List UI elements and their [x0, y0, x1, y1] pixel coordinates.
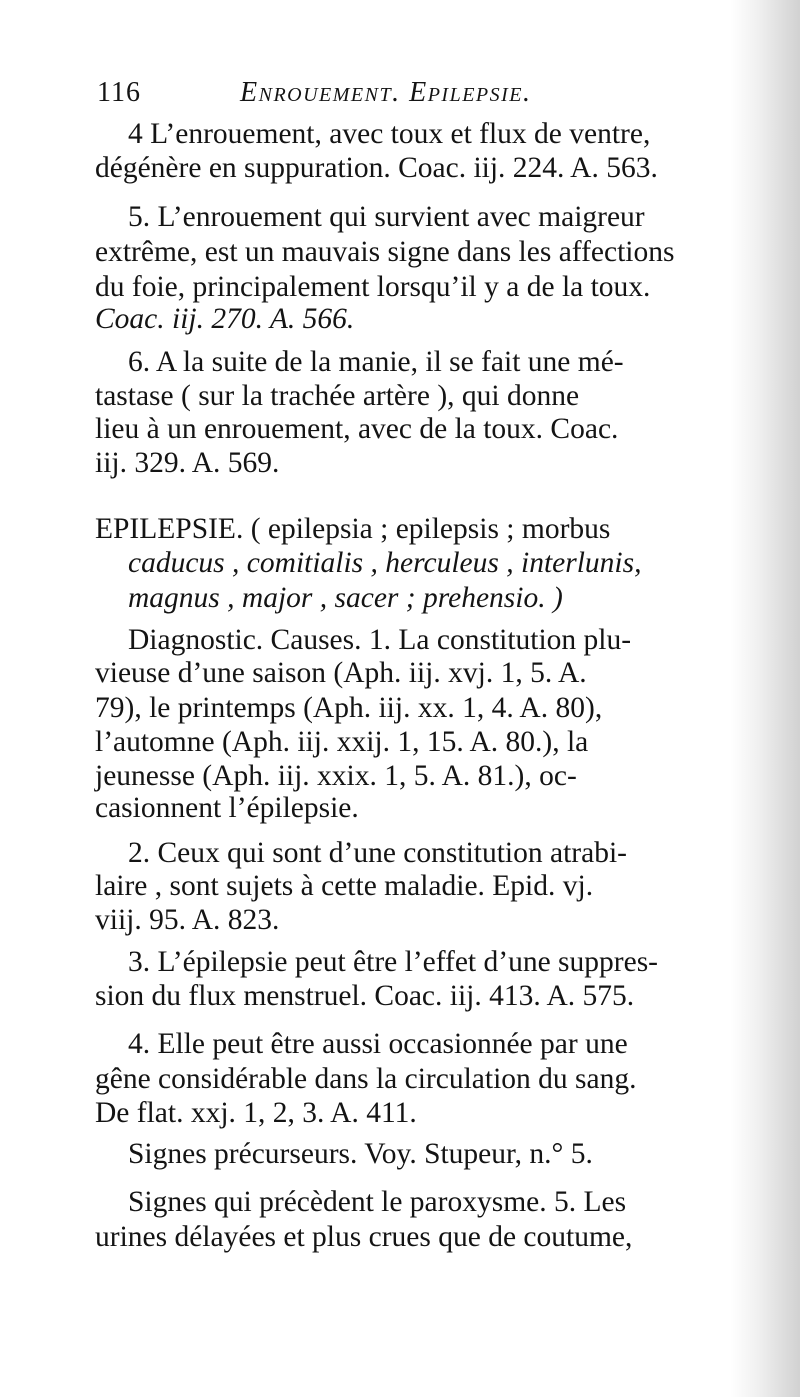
text-line-19: casionnent l’épilepsie. — [95, 792, 359, 824]
text-line-23: 3. L’épilepsie peut être l’effet d’une suppres- — [128, 946, 658, 978]
text-line-9: lieu à un enrouement, avec de la toux. Coac. — [95, 413, 619, 445]
text-line-25: 4. Elle peut être aussi occasionnée par une — [128, 1028, 628, 1060]
text-line-14: Diagnostic. Causes. 1. La constitution plu- — [128, 624, 632, 656]
text-line-29: Signes qui précèdent le paroxysme. 5. Les — [128, 1186, 627, 1218]
text-line-10: iij. 329. A. 569. — [95, 447, 280, 479]
text-line-27: De flat. xxj. 1, 2, 3. A. 411. — [95, 1097, 417, 1129]
text-line-24: sion du flux menstruel. Coac. iij. 413. A. 575. — [95, 980, 635, 1012]
text-line-8: tastase ( sur la trachée artère ), qui donne — [95, 380, 580, 412]
text-line-2: dégénère en suppuration. Coac. iij. 224. A. 563. — [95, 152, 658, 184]
text-line-18: jeunesse (Aph. iij. xxix. 1, 5. A. 81.), oc- — [95, 760, 577, 792]
page-number: 116 — [97, 77, 141, 108]
text-line-21: laire , sont sujets à cette maladie. Epid. vj. — [95, 870, 594, 902]
running-title: Enrouement. Epilepsie. — [240, 77, 532, 108]
text-line-30: urines délayées et plus crues que de coutume, — [95, 1221, 633, 1253]
text-line-26: gêne considérable dans la circulation du sang. — [95, 1063, 637, 1095]
heading-epilepsie: EPILEPSIE. ( epilepsia ; epilepsis ; morbus — [95, 513, 611, 545]
text-line-13: magnus , major , sacer ; prehensio. ) — [128, 582, 563, 614]
text-line-22: viij. 95. A. 823. — [95, 904, 280, 936]
text-line-15: vieuse d’une saison (Aph. iij. xvj. 1, 5. A. — [95, 657, 587, 689]
page-edge-shadow — [730, 0, 800, 1397]
text-line-5: du foie, principalement lorsqu’il y a de la toux. — [95, 271, 651, 303]
text-line-16: 79), le printemps (Aph. iij. xx. 1, 4. A. 80), — [95, 692, 603, 724]
text-line-7: 6. A la suite de la manie, il se fait une mé- — [128, 346, 624, 378]
text-line-28: Signes précurseurs. Voy. Stupeur, n.° 5. — [128, 1138, 593, 1170]
text-line-12: caducus , comitialis , herculeus , interlunis, — [128, 547, 642, 579]
text-line-6: Coac. iij. 270. A. 566. — [95, 303, 355, 335]
text-line-17: l’automne (Aph. iij. xxij. 1, 15. A. 80.), la — [95, 726, 589, 758]
text-line-20: 2. Ceux qui sont d’une constitution atrabi- — [128, 837, 627, 869]
text-line-3: 5. L’enrouement qui survient avec maigreur — [128, 201, 645, 233]
text-line-4: extrême, est un mauvais signe dans les affections — [95, 236, 675, 268]
text-line-1: 4 L’enrouement, avec toux et flux de ventre, — [128, 118, 651, 150]
